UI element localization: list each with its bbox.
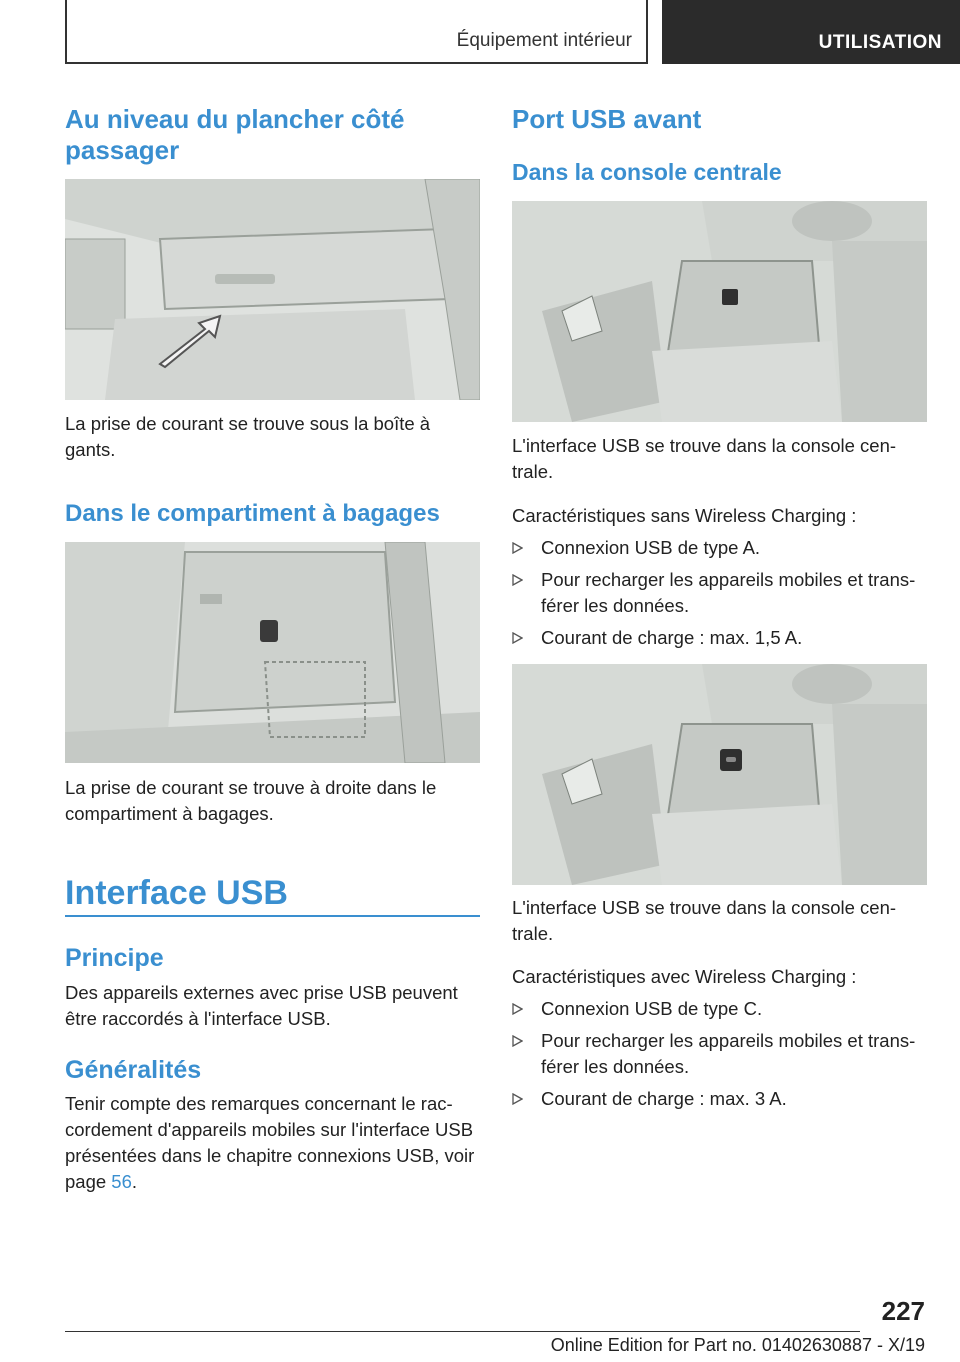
triangle-bullet-icon (512, 1086, 526, 1112)
heading-principle: Principe (65, 944, 164, 972)
header-chapter-title: UTILISATION (818, 32, 942, 53)
caption-console-2: L'interface USB se trouve dans la console centrale. (512, 897, 897, 944)
heading-center-console: Dans la console centrale (512, 159, 782, 185)
heading-floor-passenger: Au niveau du plancher côté passager (65, 104, 405, 165)
bullet-text: Connexion USB de type A. (541, 537, 761, 558)
features-title-2: Caractéristiques avec Wireless Charging : (512, 966, 857, 987)
triangle-bullet-icon (512, 625, 526, 651)
footer-rule (65, 1331, 860, 1332)
bullet-text: Pour recharger les appareils mobiles et transférer les données. (541, 569, 916, 616)
caption-trunk: La prise de courant se trouve à droite dans le compartiment à bagages. (65, 777, 437, 824)
text-general (65, 1091, 475, 1195)
heading-general: Généralités (65, 1056, 202, 1084)
triangle-bullet-icon (512, 567, 526, 593)
console-usb-a-illustration (512, 201, 927, 422)
page-reference-link[interactable]: 56 (111, 1171, 132, 1192)
text-principle: Des appareils externes avec prise USB peuvent être raccordés à l'interface USB. (65, 982, 458, 1029)
list-item (512, 1086, 929, 1112)
list-item (512, 535, 929, 561)
bullet-text: Pour recharger les appareils mobiles et transférer les données. (541, 1030, 916, 1077)
triangle-bullet-icon (512, 535, 526, 561)
caption-floor: La prise de courant se trouve sous la boîte à gants. (65, 413, 431, 460)
text-general-body: Tenir compte des remarques concernant le raccordement d'appareils mobiles sur l'interface USB présentées dans le chapitre connexions USB, voir page (65, 1093, 475, 1192)
console-usb-c-illustration (512, 664, 927, 885)
footer-edition: Online Edition for Part no. 01402630887 - X/19 (550, 1335, 925, 1355)
caption-console-1: L'interface USB se trouve dans la console centrale. (512, 435, 897, 482)
page-number: 227 (881, 1296, 925, 1326)
heading-usb-interface: Interface USB (65, 874, 288, 912)
header-section-box (65, 0, 648, 64)
glovebox-illustration (65, 179, 480, 400)
list-item (512, 625, 929, 651)
list-item (512, 567, 929, 619)
features-title-1: Caractéristiques sans Wireless Charging : (512, 505, 857, 526)
list-item (512, 1028, 929, 1080)
trunk-illustration (65, 542, 480, 763)
bullet-text: Courant de charge : max. 3 A. (541, 1088, 787, 1109)
heading-trunk: Dans le compartiment à bagages (65, 500, 440, 527)
header-section-title: Équipement intérieur (456, 30, 632, 51)
bullet-text: Connexion USB de type C. (541, 998, 763, 1019)
header-chapter-box (662, 0, 960, 64)
text-general-end: . (131, 1171, 138, 1192)
triangle-bullet-icon (512, 1028, 526, 1054)
heading-front-usb: Port USB avant (512, 104, 702, 134)
list-item (512, 996, 929, 1022)
triangle-bullet-icon (512, 996, 526, 1022)
heading-rule (65, 915, 480, 917)
bullet-text: Courant de charge : max. 1,5 A. (541, 627, 803, 648)
